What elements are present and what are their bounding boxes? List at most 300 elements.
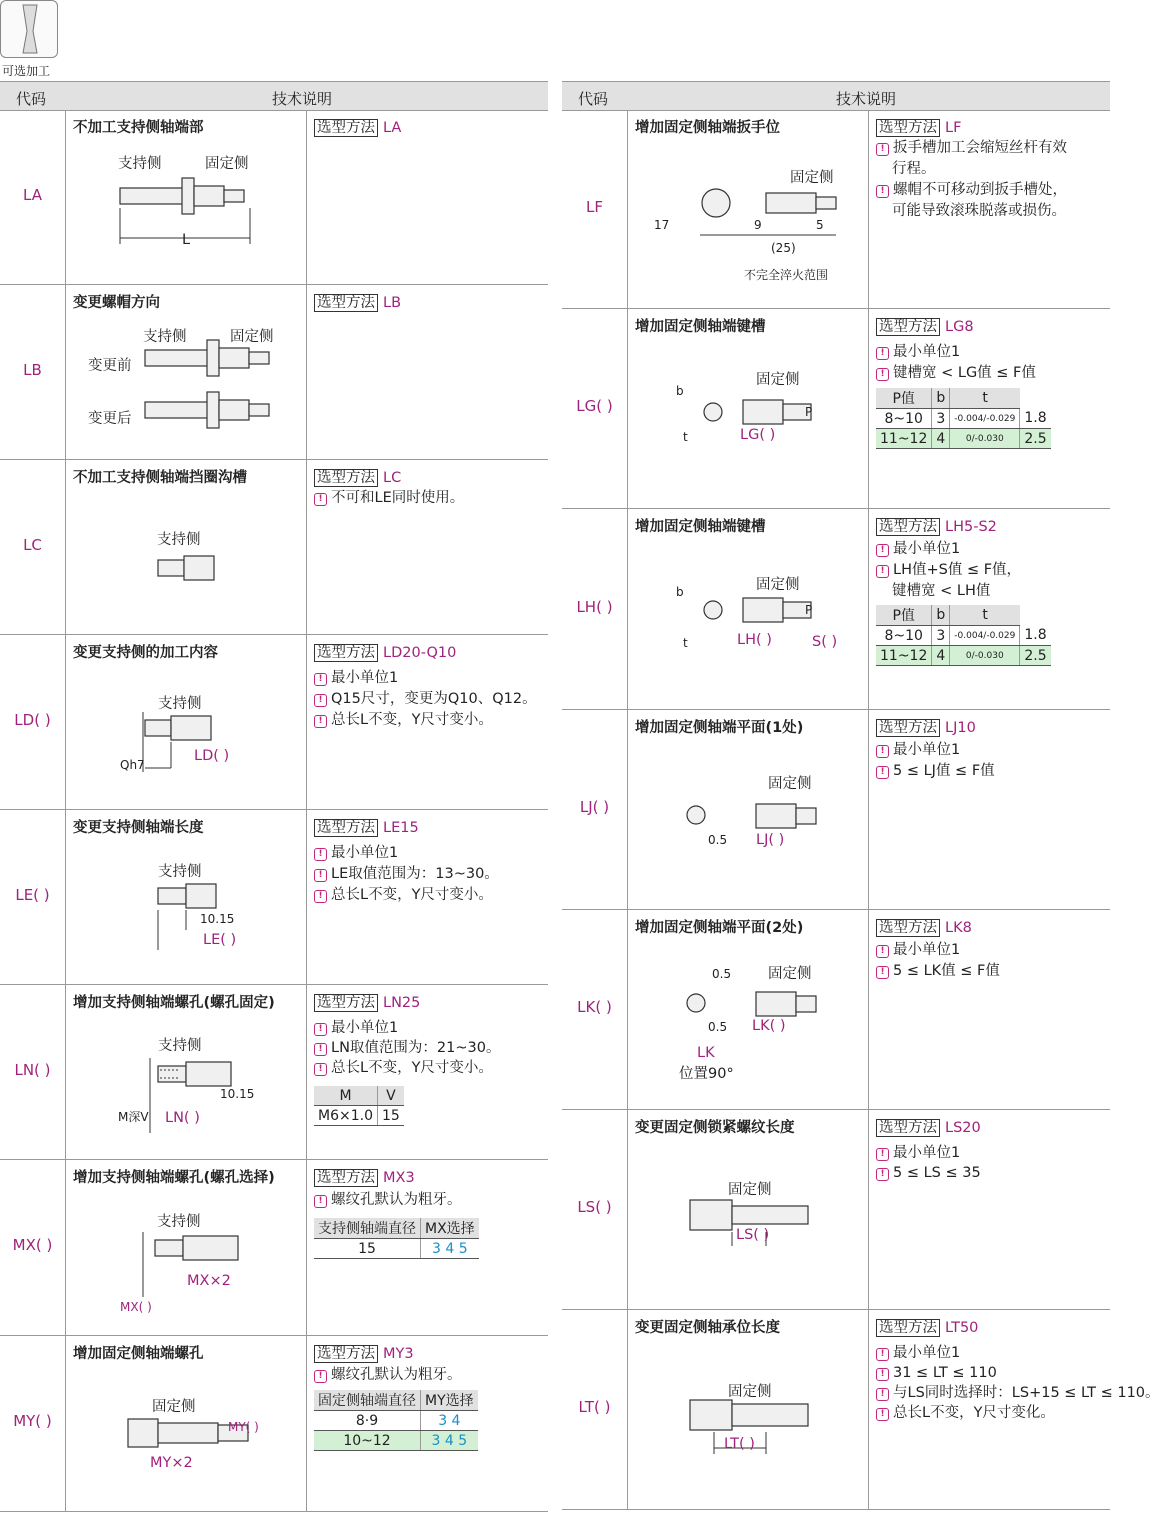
note-text: 最小单位1 [331,670,399,686]
note-alert-icon: ! [876,1148,889,1161]
table-cell: -0.004/-0.029 [950,626,1020,646]
header-desc: 技术说明 [272,90,333,108]
note-text-cont: 行程。 [892,161,936,177]
selection-method [314,466,401,487]
lg-key-table [876,388,1051,449]
table-cell: 0/-0.030 [950,646,1020,666]
note-text: 不可和LE同时使用。 [331,490,465,506]
table-cell: 0/-0.030 [950,429,1020,449]
note-text: Q15尺寸，变更为Q10、Q12。 [331,691,537,707]
selection-label: 选型方法 [314,469,378,487]
note-text: 最小单位1 [893,1345,961,1361]
lf-9: 9 [754,218,762,232]
column-divider [306,285,307,459]
selection-label: 选型方法 [876,719,940,737]
selection-label: 选型方法 [314,294,378,312]
selection-value: LD20-Q10 [383,645,457,661]
row-code: LG( ) [576,397,613,415]
note-alert-icon: ! [876,368,889,381]
selection-value: LG8 [945,319,974,335]
note-alert-icon: ! [314,848,327,861]
selection-value: LK8 [945,920,972,936]
table-header-cell: t [950,605,1020,626]
lt-dimension: LT( ) [724,1436,755,1452]
selection-method [314,1342,414,1363]
note-text-cont: 键槽宽 < LH值 [892,583,991,599]
row-code: LC [23,535,42,554]
spec-row-right [562,1110,1110,1310]
selection-label: 选型方法 [876,919,940,937]
header-code: 代码 [16,90,47,108]
column-divider [306,1336,307,1511]
note-alert-icon: ! [876,766,889,779]
diagram-label: 固定侧 [205,156,249,172]
note-text: 5 ≤ LJ值 ≤ F值 [893,763,995,779]
selection-label: 选型方法 [876,1319,940,1337]
selection-method [876,1116,981,1137]
column-divider [306,810,307,984]
selection-method [314,991,420,1012]
diagram-label: 固定侧 [768,966,812,982]
column-divider [627,1310,628,1509]
note-item [876,560,1021,581]
column-divider [306,985,307,1159]
dim-1015: 10.15 [220,1087,255,1101]
table-cell: 3 4 5 [421,1431,478,1451]
note-text: 总长L不变，Y尺寸变小。 [331,1060,493,1076]
note-item [876,1403,1055,1424]
note-item [314,1018,398,1039]
note-alert-icon: ! [876,945,889,958]
table-header-cell: t [950,388,1020,409]
header-desc: 技术说明 [836,90,897,108]
selection-label: 选型方法 [876,518,940,536]
lk-pos-angle: 位置90° [679,1066,734,1082]
column-divider [65,1160,66,1335]
mx-x2: MX×2 [187,1273,231,1289]
my-spec-table [314,1390,478,1451]
column-divider [868,1110,869,1309]
table-header-cell: P值 [876,605,932,626]
table-cell: 3 4 5 [421,1239,479,1259]
table-cell: 10~12 [314,1431,421,1451]
column-divider [627,1110,628,1309]
note-alert-icon: ! [876,1388,889,1401]
lj-diagram [680,800,820,850]
selection-method [314,816,419,837]
lk-pos: LK [697,1045,715,1061]
selection-method [314,641,456,662]
note-text: 最小单位1 [893,1145,961,1161]
lh-key-table [876,605,1051,666]
table-cell: 3 [932,626,950,646]
note-text: 键槽宽 < LG值 ≤ F值 [893,365,1036,381]
column-divider [65,285,66,459]
right-table-header [562,82,1110,111]
lj-05: 0.5 [708,833,728,847]
note-item [314,668,398,689]
selection-method [314,291,401,312]
row-code: LE( ) [15,885,50,904]
note-alert-icon: ! [314,715,327,728]
diagram-label: 变更后 [88,411,132,427]
le-dimension: LE( ) [203,932,237,948]
selection-label: 选型方法 [314,819,378,837]
note-text: LH值+S值 ≤ F值， [893,562,1022,578]
selection-method [314,1166,415,1187]
note-alert-icon: ! [314,694,327,707]
spec-row-right [562,910,1110,1110]
note-item [314,1190,462,1211]
q-dimension: Qh7 [120,758,145,772]
header-code: 代码 [578,90,609,108]
column-divider [306,460,307,634]
note-alert-icon: ! [876,544,889,557]
table-cell: M6×1.0 [314,1106,377,1126]
table-cell: 3 [932,409,950,429]
row-code: LA [23,185,42,204]
table-cell: 1.8 [1020,409,1051,429]
diagram-label: 变更前 [88,358,132,374]
row-title: 增加固定侧轴端扳手位 [635,120,780,136]
left-table-header [0,82,548,111]
spec-row-left [0,460,548,635]
selection-label: 选型方法 [314,644,378,662]
note-item [314,1038,500,1059]
selection-value: MX3 [383,1170,415,1186]
note-text: 总长L不变，Y尺寸变小。 [331,712,493,728]
diagram-label: L [182,232,191,248]
note-item [876,740,960,761]
selection-method [876,716,976,737]
diagram-label: 支持侧 [143,329,187,345]
note-alert-icon: ! [876,745,889,758]
note-text: 螺帽不可移动到扳手槽处， [893,182,1067,198]
row-title: 变更支持侧的加工内容 [73,645,218,661]
note-item [876,1363,997,1384]
spec-row-right [562,710,1110,910]
note-alert-icon: ! [314,1195,327,1208]
table-header-cell: M [314,1086,377,1106]
note-item [876,138,1067,159]
diagram-label: 固定侧 [756,577,800,593]
table-cell: 8·9 [314,1411,421,1431]
lc-end-diagram [158,556,213,580]
row-code: LH( ) [576,597,613,616]
note-text: 5 ≤ LS ≤ 35 [893,1165,981,1181]
note-item [876,961,1000,982]
diagram-label: 固定侧 [790,170,834,186]
column-divider [65,460,66,634]
logo-caption: 可选加工 [2,64,51,78]
note-text: LE取值范围为：13~30。 [331,866,499,882]
ld-dimension: LD( ) [194,748,230,764]
note-text: 螺纹孔默认为粗牙。 [331,1192,462,1208]
selection-label: 选型方法 [876,119,940,137]
note-item [876,539,960,560]
diagram-label: 固定侧 [756,372,800,388]
row-title: 增加支持侧轴端螺孔(螺孔固定) [73,995,275,1011]
lh-t: t [683,636,688,650]
lk-diagram [680,988,820,1038]
table-cell: 1.8 [1020,626,1051,646]
note-alert-icon: ! [314,1063,327,1076]
lh-b: b [676,585,684,599]
row-title: 不加工支持侧轴端挡圈沟槽 [73,470,247,486]
diagram-label: 支持侧 [158,1038,202,1054]
note-text: 最小单位1 [331,845,399,861]
note-item [876,180,1067,201]
mdepth-label: M深V [118,1110,149,1124]
lh-p: P [805,603,813,617]
note-text: 最小单位1 [331,1020,399,1036]
note-text: 最小单位1 [893,742,961,758]
note-item [876,342,960,363]
lk-05a: 0.5 [708,1020,728,1034]
note-alert-icon: ! [876,1408,889,1421]
note-text: 与LS同时选择时：LS+15 ≤ LT ≤ 110。 [893,1385,1160,1401]
row-title: 增加固定侧轴端键槽 [635,319,766,335]
diagram-label: 支持侧 [157,532,201,548]
row-code: LB [23,360,42,379]
selection-method [876,1316,978,1337]
column-divider [306,1160,307,1335]
table-cell: 15 [314,1239,421,1259]
lf-diagram [700,185,840,245]
note-alert-icon: ! [314,890,327,903]
table-header-cell: P值 [876,388,932,409]
row-code: LN( ) [14,1060,51,1079]
selection-method [876,315,974,336]
spec-row-left [0,110,548,285]
diagram-label: 支持侧 [157,1214,201,1230]
table-cell: 2.5 [1020,646,1051,666]
row-code: LS( ) [577,1198,612,1216]
column-divider [627,309,628,508]
note-alert-icon: ! [314,493,327,506]
selection-value: LF [945,120,962,136]
selection-value: LS20 [945,1120,981,1136]
ls-dimension: LS( ) [736,1227,770,1243]
column-divider [306,635,307,809]
note-text: 最小单位1 [893,942,961,958]
note-item [314,1365,462,1386]
selection-method [876,515,997,536]
row-code: LJ( ) [579,798,610,816]
note-text: 扳手槽加工会缩短丝杆有效 [893,140,1067,156]
column-divider [627,509,628,709]
diagram-label: 固定侧 [728,1384,772,1400]
selection-label: 选型方法 [314,119,378,137]
row-title: 增加支持侧轴端螺孔(螺孔选择) [73,1170,275,1186]
lk-dimension: LK( ) [752,1018,786,1034]
note-alert-icon: ! [314,673,327,686]
note-alert-icon: ! [314,1023,327,1036]
column-divider [65,810,66,984]
row-title: 增加固定侧轴端平面(1处) [635,720,804,736]
table-cell: 11~12 [876,429,932,449]
table-header-cell: V [377,1086,403,1106]
note-alert-icon: ! [314,869,327,882]
column-divider [65,985,66,1159]
column-divider [868,1310,869,1509]
lf-5: 5 [816,218,824,232]
note-item [876,1163,981,1184]
selection-value: LC [383,470,402,486]
selection-value: LJ10 [945,720,976,736]
dim-1015: 10.15 [200,912,235,926]
selection-method [876,916,972,937]
row-title: 变更固定侧锁紧螺纹长度 [635,1120,795,1136]
column-divider [868,910,869,1109]
note-item [314,488,464,509]
note-item [314,864,499,885]
note-alert-icon: ! [876,347,889,360]
column-divider [65,635,66,809]
column-divider [868,309,869,508]
diagram-label: 支持侧 [158,696,202,712]
lf-17: 17 [654,218,670,232]
note-text: 最小单位1 [893,344,961,360]
selection-value: LA [383,120,402,136]
selection-value: LE15 [383,820,419,836]
column-divider [627,710,628,909]
note-alert-icon: ! [314,1370,327,1383]
row-title: 不加工支持侧轴端部 [73,120,204,136]
note-alert-icon: ! [876,1348,889,1361]
diagram-label: 固定侧 [768,776,812,792]
lb-before-diagram [145,340,285,380]
my-x2: MY×2 [150,1455,193,1471]
table-cell: 3 4 [421,1411,478,1431]
row-code: LT( ) [578,1398,611,1416]
table-header-cell: b [932,605,950,626]
table-header-cell: b [932,388,950,409]
column-divider [306,110,307,284]
selection-value: LH5-S2 [945,519,997,535]
lh-dimension: LH( ) [737,632,772,648]
column-divider [627,110,628,308]
table-cell: 2.5 [1020,429,1051,449]
selection-method [314,116,401,137]
lg-p: P [805,405,813,419]
lf-range: 不完全淬火范围 [744,268,829,282]
row-title: 变更固定侧轴承位长度 [635,1320,780,1336]
lg-t: t [683,430,688,444]
selection-value: LB [383,295,402,311]
note-item [314,885,493,906]
note-alert-icon: ! [876,185,889,198]
row-title: 增加固定侧轴端键槽 [635,519,766,535]
selection-value: LN25 [383,995,421,1011]
table-cell: 8~10 [876,626,932,646]
column-divider [627,910,628,1109]
selection-label: 选型方法 [314,1169,378,1187]
selection-label: 选型方法 [314,994,378,1012]
note-text: LN取值范围为：21~30。 [331,1040,501,1056]
mx-dimension: MX( ) [120,1300,152,1314]
note-item [314,1058,493,1079]
diagram-label: 支持侧 [158,864,202,880]
note-item [314,689,537,710]
note-item [876,1383,1160,1404]
note-alert-icon: ! [314,1043,327,1056]
table-header-cell: MX选择 [421,1218,479,1239]
table-header-cell: 固定侧轴端直径 [314,1390,421,1411]
my-dimension: MY( ) [228,1420,259,1434]
column-divider [65,110,66,284]
selection-label: 选型方法 [876,318,940,336]
diagram-label: 固定侧 [152,1399,196,1415]
row-title: 增加固定侧轴端平面(2处) [635,920,804,936]
note-item [314,843,398,864]
note-text: 总长L不变，Y尺寸变小。 [331,887,493,903]
lg-b: b [676,384,684,398]
note-item [876,940,960,961]
note-alert-icon: ! [876,1368,889,1381]
lj-dimension: LJ( ) [756,832,785,848]
note-alert-icon: ! [876,143,889,156]
diagram-label: 固定侧 [230,329,274,345]
lb-after-diagram [145,392,285,432]
row-code: LK( ) [577,998,612,1016]
note-text: 总长L不变，Y尺寸变化。 [893,1405,1055,1421]
ln-spec-table [314,1086,404,1126]
selection-label: 选型方法 [876,1119,940,1137]
table-cell: -0.004/-0.029 [950,409,1020,429]
diagram-label: 固定侧 [728,1182,772,1198]
note-alert-icon: ! [876,966,889,979]
note-item [314,710,493,731]
note-text: 最小单位1 [893,541,961,557]
row-title: 变更螺帽方向 [73,295,160,311]
column-divider [65,1336,66,1511]
table-cell: 4 [932,429,950,449]
selection-label: 选型方法 [314,1345,378,1363]
lg-dimension: LG( ) [740,427,776,443]
table-cell: 15 [377,1106,403,1126]
row-title: 增加固定侧轴端螺孔 [73,1346,204,1362]
table-cell: 11~12 [876,646,932,666]
note-text: 5 ≤ LK值 ≤ F值 [893,963,1000,979]
column-divider [868,710,869,909]
column-divider [868,110,869,308]
row-code: LD( ) [14,710,51,729]
note-item [876,363,1036,384]
row-title: 变更支持侧轴端长度 [73,820,204,836]
note-item [876,761,995,782]
selection-value: MY3 [383,1346,414,1362]
machining-logo-icon [0,0,58,58]
row-code: MY( ) [13,1412,52,1430]
mx-spec-table [314,1218,479,1259]
note-text: 31 ≤ LT ≤ 110 [893,1365,997,1381]
note-text: 螺纹孔默认为粗牙。 [331,1367,462,1383]
column-divider [868,509,869,709]
ln-dimension: LN( ) [165,1110,200,1126]
selection-value: LT50 [945,1320,979,1336]
row-code: MX( ) [12,1236,53,1254]
selection-method [876,116,961,137]
table-cell: 4 [932,646,950,666]
row-code: LF [586,197,603,216]
table-header-cell: 支持侧轴端直径 [314,1218,421,1239]
note-item [876,1143,960,1164]
diagram-label: 支持侧 [118,156,162,172]
table-cell: 8~10 [876,409,932,429]
lh-s: S( ) [812,634,838,650]
table-header-cell: MY选择 [421,1390,478,1411]
